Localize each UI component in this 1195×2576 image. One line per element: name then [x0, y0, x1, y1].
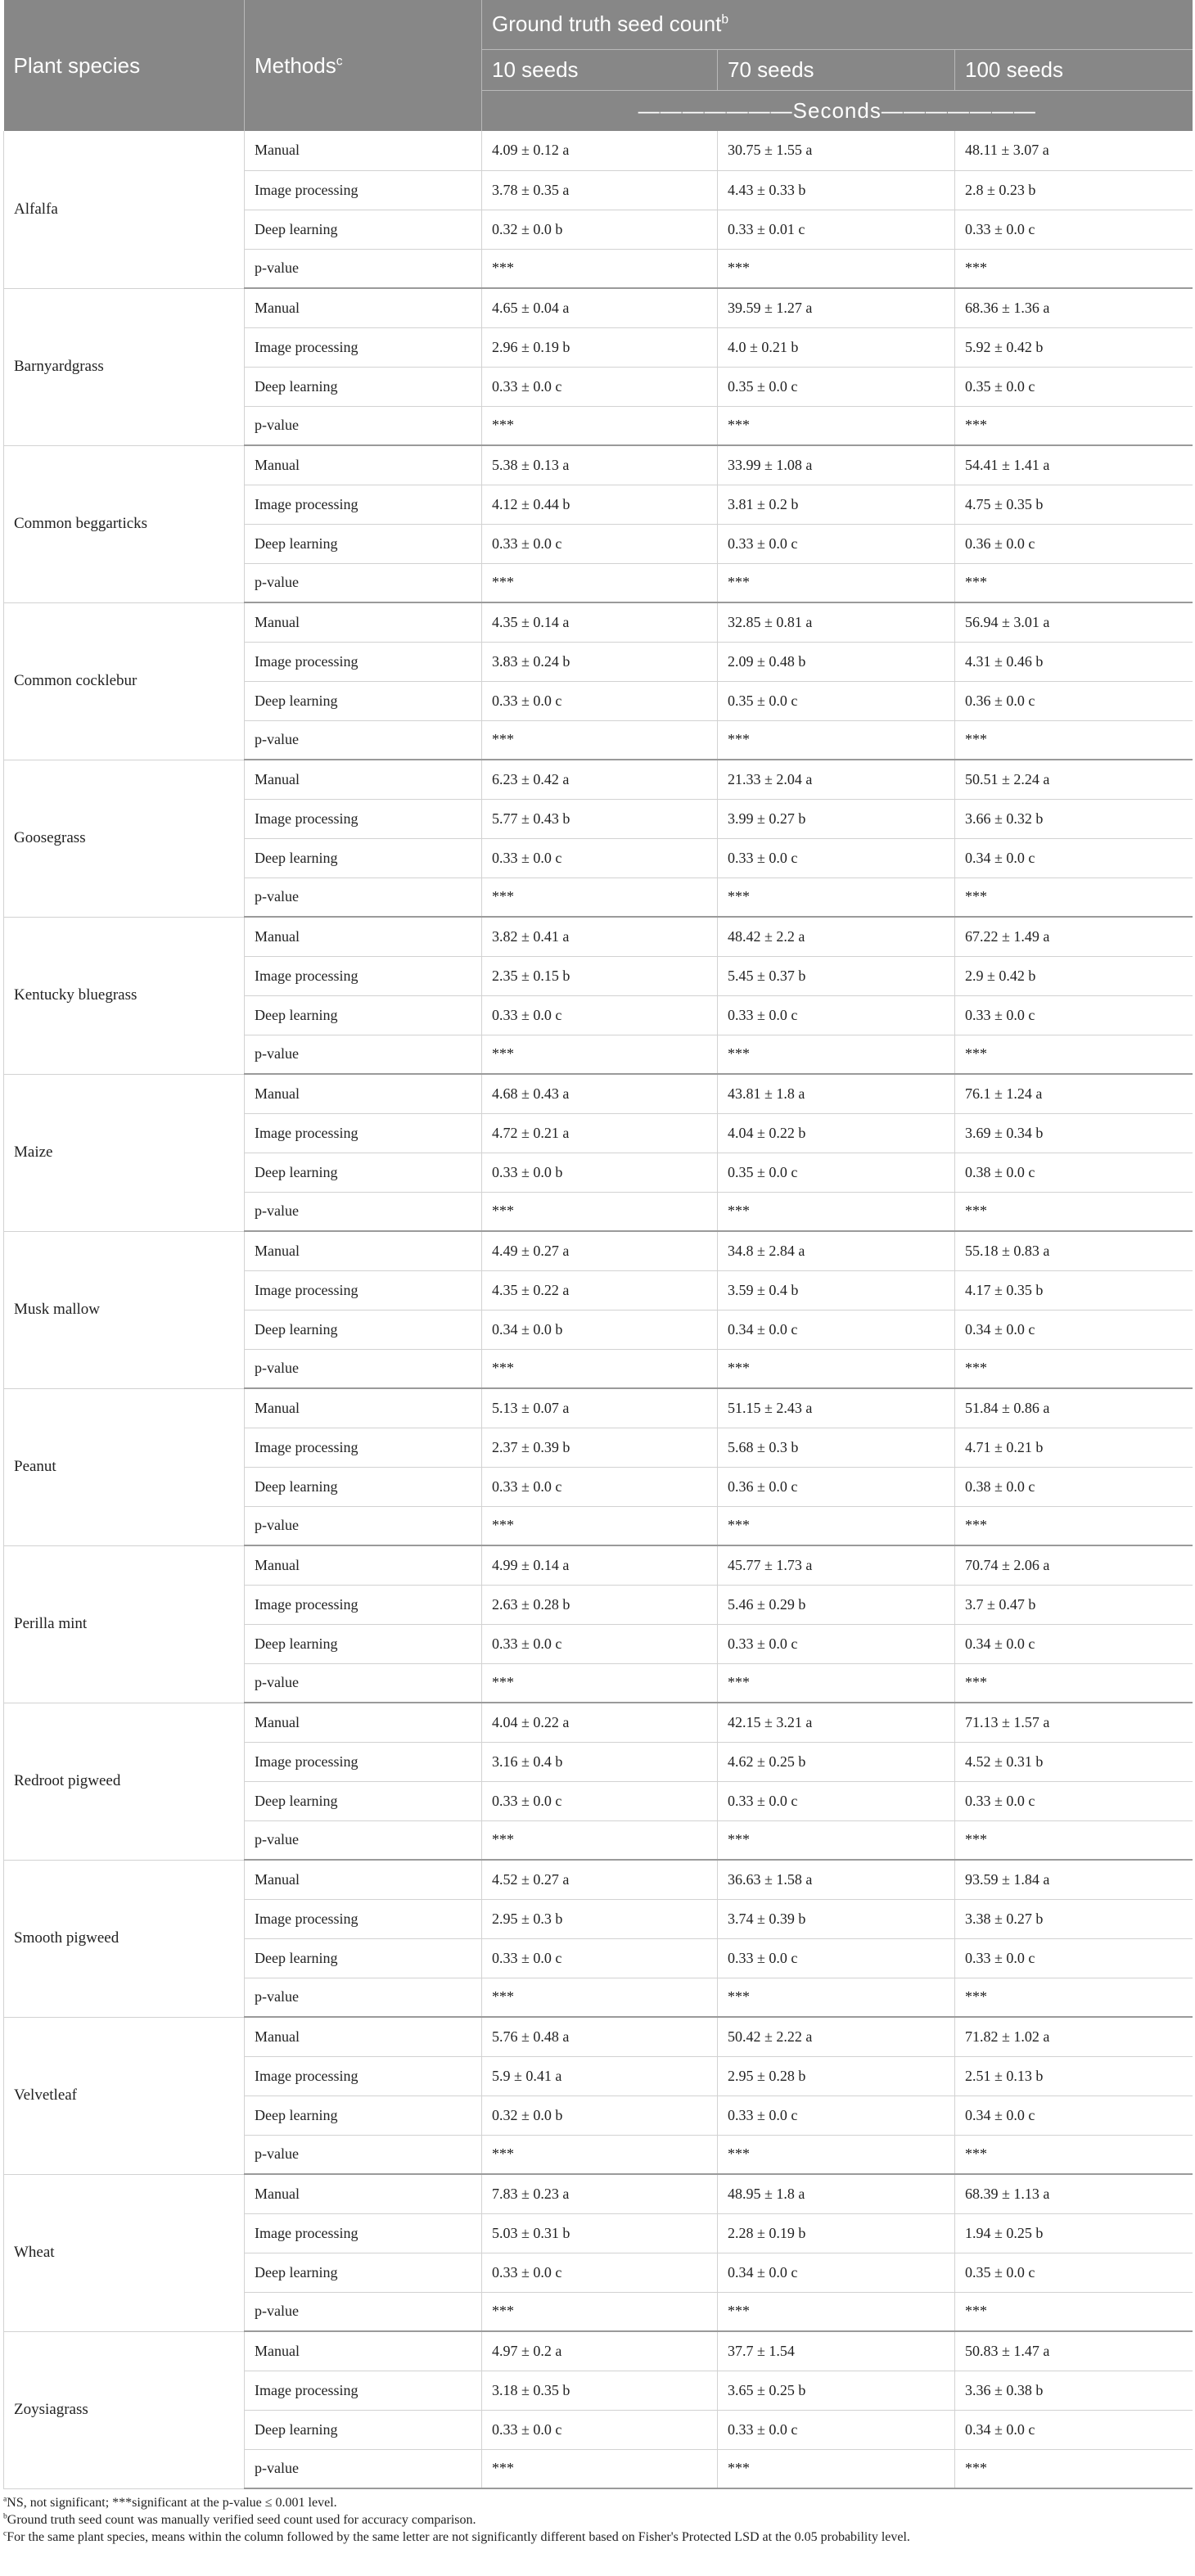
value-cell: *** [955, 1820, 1193, 1860]
value-cell: 3.38 ± 0.27 b [955, 1899, 1193, 1938]
value-cell: 0.33 ± 0.0 b [482, 1153, 718, 1192]
value-cell: *** [718, 1349, 955, 1388]
value-cell: 50.51 ± 2.24 a [955, 760, 1193, 799]
value-cell: *** [482, 2449, 718, 2488]
species-name-cell: Common beggarticks [4, 445, 245, 602]
value-cell: *** [955, 1349, 1193, 1388]
value-cell: 0.33 ± 0.0 c [482, 838, 718, 877]
value-cell: 3.36 ± 0.38 b [955, 2371, 1193, 2410]
value-cell: *** [482, 1506, 718, 1545]
value-cell: 71.13 ± 1.57 a [955, 1703, 1193, 1742]
method-cell: Image processing [245, 1585, 482, 1624]
value-cell: 2.95 ± 0.3 b [482, 1899, 718, 1938]
table-row [4, 602, 1193, 642]
method-cell: Image processing [245, 1899, 482, 1938]
value-cell: 2.28 ± 0.19 b [718, 2213, 955, 2253]
value-cell: *** [718, 1978, 955, 2017]
value-cell: *** [955, 1978, 1193, 2017]
table-row [4, 445, 1193, 485]
value-cell: 4.0 ± 0.21 b [718, 327, 955, 367]
method-cell: Image processing [245, 2056, 482, 2096]
value-cell: *** [955, 1663, 1193, 1703]
species-name-cell: Smooth pigweed [4, 1860, 245, 2017]
value-cell: 0.33 ± 0.0 c [718, 1624, 955, 1663]
method-cell: Deep learning [245, 838, 482, 877]
method-cell: Manual [245, 2174, 482, 2213]
species-name-cell: Barnyardgrass [4, 288, 245, 445]
method-cell: Manual [245, 1703, 482, 1742]
value-cell: 0.33 ± 0.0 c [482, 1938, 718, 1978]
value-cell: 3.81 ± 0.2 b [718, 485, 955, 524]
method-cell: Deep learning [245, 1310, 482, 1349]
value-cell: 0.33 ± 0.0 c [718, 1938, 955, 1978]
value-cell: 93.59 ± 1.84 a [955, 1860, 1193, 1899]
value-cell: 3.69 ± 0.34 b [955, 1113, 1193, 1153]
value-cell: 51.84 ± 0.86 a [955, 1388, 1193, 1428]
value-cell: 4.43 ± 0.33 b [718, 170, 955, 210]
value-cell: 0.36 ± 0.0 c [718, 1467, 955, 1506]
value-cell: 3.82 ± 0.41 a [482, 917, 718, 956]
value-cell: 5.76 ± 0.48 a [482, 2017, 718, 2056]
value-cell: 0.33 ± 0.0 c [482, 1781, 718, 1820]
value-cell: 4.72 ± 0.21 a [482, 1113, 718, 1153]
value-cell: 3.83 ± 0.24 b [482, 642, 718, 681]
value-cell: 0.33 ± 0.0 c [955, 210, 1193, 249]
method-cell: Deep learning [245, 1781, 482, 1820]
value-cell: 0.33 ± 0.0 c [482, 681, 718, 720]
method-cell: Manual [245, 1545, 482, 1585]
method-cell: Deep learning [245, 2253, 482, 2292]
value-cell: 54.41 ± 1.41 a [955, 445, 1193, 485]
value-cell: 0.33 ± 0.0 c [718, 2096, 955, 2135]
value-cell: 0.34 ± 0.0 b [482, 1310, 718, 1349]
method-cell: p-value [245, 1349, 482, 1388]
value-cell: *** [482, 1820, 718, 1860]
method-cell: Image processing [245, 799, 482, 838]
value-cell: 4.99 ± 0.14 a [482, 1545, 718, 1585]
value-cell: *** [482, 720, 718, 760]
value-cell: *** [955, 1192, 1193, 1231]
value-cell: 2.37 ± 0.39 b [482, 1428, 718, 1467]
value-cell: 76.1 ± 1.24 a [955, 1074, 1193, 1113]
method-cell: Manual [245, 2331, 482, 2371]
table-row [4, 1388, 1193, 1428]
method-cell: p-value [245, 249, 482, 288]
value-cell: *** [955, 406, 1193, 445]
value-cell: 4.71 ± 0.21 b [955, 1428, 1193, 1467]
footnote-text: NS, not significant; ***significant at the p-value ≤ 0.001 level. [7, 2496, 337, 2510]
species-name-cell: Kentucky bluegrass [4, 917, 245, 1074]
value-cell: 0.36 ± 0.0 c [955, 524, 1193, 563]
value-cell: 5.38 ± 0.13 a [482, 445, 718, 485]
header-units-seconds: ———————Seconds——————— [482, 90, 1193, 131]
method-cell: Manual [245, 288, 482, 327]
value-cell: 0.35 ± 0.0 c [718, 681, 955, 720]
method-cell: Image processing [245, 1270, 482, 1310]
value-cell: 0.35 ± 0.0 c [718, 1153, 955, 1192]
value-cell: 3.66 ± 0.32 b [955, 799, 1193, 838]
method-cell: p-value [245, 563, 482, 602]
value-cell: 0.33 ± 0.0 c [482, 1467, 718, 1506]
value-cell: 4.04 ± 0.22 b [718, 1113, 955, 1153]
results-table [3, 0, 1193, 2489]
method-cell: Image processing [245, 170, 482, 210]
value-cell: 33.99 ± 1.08 a [718, 445, 955, 485]
species-name-cell: Perilla mint [4, 1545, 245, 1703]
footnote [3, 2494, 1195, 2511]
value-cell: *** [718, 1663, 955, 1703]
method-cell: Image processing [245, 327, 482, 367]
method-cell: Deep learning [245, 681, 482, 720]
value-cell: 3.78 ± 0.35 a [482, 170, 718, 210]
value-cell: 2.35 ± 0.15 b [482, 956, 718, 995]
value-cell: *** [482, 2292, 718, 2331]
table-row [4, 1231, 1193, 1270]
value-cell: *** [718, 1506, 955, 1545]
value-cell: 0.34 ± 0.0 c [955, 838, 1193, 877]
value-cell: *** [955, 249, 1193, 288]
header-col-10-seeds: 10 seeds [482, 49, 718, 90]
value-cell: 4.35 ± 0.14 a [482, 602, 718, 642]
value-cell: *** [482, 1035, 718, 1074]
value-cell: 55.18 ± 0.83 a [955, 1231, 1193, 1270]
value-cell: 0.35 ± 0.0 c [955, 367, 1193, 406]
value-cell: 5.46 ± 0.29 b [718, 1585, 955, 1624]
species-name-cell: Redroot pigweed [4, 1703, 245, 1860]
value-cell: 4.68 ± 0.43 a [482, 1074, 718, 1113]
value-cell: 30.75 ± 1.55 a [718, 131, 955, 170]
method-cell: Deep learning [245, 1938, 482, 1978]
species-name-cell: Maize [4, 1074, 245, 1231]
value-cell: 2.51 ± 0.13 b [955, 2056, 1193, 2096]
method-cell: p-value [245, 1663, 482, 1703]
value-cell: 48.95 ± 1.8 a [718, 2174, 955, 2213]
value-cell: 50.42 ± 2.22 a [718, 2017, 955, 2056]
method-cell: Deep learning [245, 524, 482, 563]
header-col-70-seeds: 70 seeds [718, 49, 955, 90]
value-cell: 0.33 ± 0.0 c [482, 524, 718, 563]
table-row [4, 917, 1193, 956]
value-cell: *** [718, 720, 955, 760]
value-cell: *** [482, 1663, 718, 1703]
value-cell: 21.33 ± 2.04 a [718, 760, 955, 799]
value-cell: 48.42 ± 2.2 a [718, 917, 955, 956]
method-cell: Deep learning [245, 210, 482, 249]
value-cell: 0.34 ± 0.0 c [718, 1310, 955, 1349]
value-cell: 45.77 ± 1.73 a [718, 1545, 955, 1585]
value-cell: 0.38 ± 0.0 c [955, 1153, 1193, 1192]
species-name-cell: Goosegrass [4, 760, 245, 917]
value-cell: 51.15 ± 2.43 a [718, 1388, 955, 1428]
value-cell: 0.34 ± 0.0 c [955, 1624, 1193, 1663]
table-row [4, 288, 1193, 327]
value-cell: *** [482, 1192, 718, 1231]
value-cell: 2.63 ± 0.28 b [482, 1585, 718, 1624]
value-cell: *** [482, 1349, 718, 1388]
value-cell: 50.83 ± 1.47 a [955, 2331, 1193, 2371]
value-cell: 34.8 ± 2.84 a [718, 1231, 955, 1270]
value-cell: 4.49 ± 0.27 a [482, 1231, 718, 1270]
value-cell: 4.35 ± 0.22 a [482, 1270, 718, 1310]
method-cell: Deep learning [245, 1624, 482, 1663]
value-cell: 2.96 ± 0.19 b [482, 327, 718, 367]
value-cell: *** [718, 2135, 955, 2174]
value-cell: *** [955, 877, 1193, 917]
value-cell: 4.62 ± 0.25 b [718, 1742, 955, 1781]
method-cell: Manual [245, 760, 482, 799]
table-row [4, 131, 1193, 170]
header-methods-sup: c [336, 53, 343, 68]
value-cell: 0.38 ± 0.0 c [955, 1467, 1193, 1506]
header-ground-truth: Ground truth seed count$^b$ [482, 0, 1193, 49]
header-methods: Methods$^c$ [245, 0, 482, 131]
header-ground-truth-sup: b [721, 12, 729, 27]
value-cell: *** [482, 1978, 718, 2017]
value-cell: 68.36 ± 1.36 a [955, 288, 1193, 327]
method-cell: Image processing [245, 2213, 482, 2253]
value-cell: *** [482, 563, 718, 602]
method-cell: Image processing [245, 1113, 482, 1153]
value-cell: 39.59 ± 1.27 a [718, 288, 955, 327]
value-cell: 0.32 ± 0.0 b [482, 2096, 718, 2135]
value-cell: 0.33 ± 0.0 c [718, 995, 955, 1035]
method-cell: Manual [245, 1074, 482, 1113]
footnote-mark: c [3, 2529, 7, 2538]
method-cell: Manual [245, 445, 482, 485]
value-cell: 3.59 ± 0.4 b [718, 1270, 955, 1310]
value-cell: 4.17 ± 0.35 b [955, 1270, 1193, 1310]
value-cell: 0.33 ± 0.01 c [718, 210, 955, 249]
method-cell: Deep learning [245, 367, 482, 406]
value-cell: 0.33 ± 0.0 c [718, 2410, 955, 2449]
table-row [4, 1074, 1193, 1113]
value-cell: 36.63 ± 1.58 a [718, 1860, 955, 1899]
table-header [4, 0, 1193, 131]
value-cell: *** [955, 563, 1193, 602]
value-cell: *** [955, 720, 1193, 760]
value-cell: *** [718, 563, 955, 602]
value-cell: 4.31 ± 0.46 b [955, 642, 1193, 681]
table-row [4, 1860, 1193, 1899]
method-cell: p-value [245, 720, 482, 760]
method-cell: Deep learning [245, 1467, 482, 1506]
footnote-mark: b [3, 2511, 7, 2521]
value-cell: 0.34 ± 0.0 c [955, 2096, 1193, 2135]
value-cell: *** [482, 877, 718, 917]
value-cell: 0.33 ± 0.0 c [482, 2410, 718, 2449]
value-cell: 4.65 ± 0.04 a [482, 288, 718, 327]
value-cell: 5.13 ± 0.07 a [482, 1388, 718, 1428]
value-cell: 0.32 ± 0.0 b [482, 210, 718, 249]
value-cell: 3.7 ± 0.47 b [955, 1585, 1193, 1624]
value-cell: 0.33 ± 0.0 c [718, 838, 955, 877]
value-cell: 3.16 ± 0.4 b [482, 1742, 718, 1781]
value-cell: 42.15 ± 3.21 a [718, 1703, 955, 1742]
value-cell: 32.85 ± 0.81 a [718, 602, 955, 642]
value-cell: *** [718, 2292, 955, 2331]
method-cell: Image processing [245, 2371, 482, 2410]
table-row [4, 2331, 1193, 2371]
method-cell: Manual [245, 917, 482, 956]
value-cell: 67.22 ± 1.49 a [955, 917, 1193, 956]
method-cell: Deep learning [245, 2410, 482, 2449]
value-cell: 5.77 ± 0.43 b [482, 799, 718, 838]
table-row [4, 2174, 1193, 2213]
species-name-cell: Peanut [4, 1388, 245, 1545]
method-cell: p-value [245, 877, 482, 917]
value-cell: *** [718, 1820, 955, 1860]
method-cell: Manual [245, 131, 482, 170]
value-cell: 0.33 ± 0.0 c [955, 1781, 1193, 1820]
value-cell: 5.9 ± 0.41 a [482, 2056, 718, 2096]
value-cell: 3.99 ± 0.27 b [718, 799, 955, 838]
value-cell: 68.39 ± 1.13 a [955, 2174, 1193, 2213]
value-cell: 0.36 ± 0.0 c [955, 681, 1193, 720]
value-cell: 4.12 ± 0.44 b [482, 485, 718, 524]
value-cell: 0.33 ± 0.0 c [955, 1938, 1193, 1978]
method-cell: p-value [245, 1820, 482, 1860]
method-cell: Manual [245, 2017, 482, 2056]
method-cell: Image processing [245, 1428, 482, 1467]
value-cell: *** [718, 1035, 955, 1074]
value-cell: 0.34 ± 0.0 c [955, 1310, 1193, 1349]
value-cell: 5.45 ± 0.37 b [718, 956, 955, 995]
value-cell: 5.68 ± 0.3 b [718, 1428, 955, 1467]
value-cell: *** [718, 249, 955, 288]
value-cell: *** [718, 2449, 955, 2488]
header-plant-species: Plant species [4, 0, 245, 131]
value-cell: *** [718, 877, 955, 917]
footnote-text: For the same plant species, means within the column followed by the same letter are not significantly different based on Fisher's Protected LSD at the 0.05 probability level. [7, 2530, 910, 2544]
value-cell: 0.33 ± 0.0 c [718, 1781, 955, 1820]
method-cell: Manual [245, 1231, 482, 1270]
table-row [4, 1545, 1193, 1585]
value-cell: *** [482, 406, 718, 445]
value-cell: 5.03 ± 0.31 b [482, 2213, 718, 2253]
method-cell: Manual [245, 1860, 482, 1899]
value-cell: *** [718, 1192, 955, 1231]
method-cell: Image processing [245, 485, 482, 524]
value-cell: 4.75 ± 0.35 b [955, 485, 1193, 524]
value-cell: 4.52 ± 0.31 b [955, 1742, 1193, 1781]
species-name-cell: Common cocklebur [4, 602, 245, 760]
method-cell: Deep learning [245, 1153, 482, 1192]
table-row [4, 760, 1193, 799]
table-row [4, 1703, 1193, 1742]
value-cell: 3.65 ± 0.25 b [718, 2371, 955, 2410]
method-cell: Image processing [245, 956, 482, 995]
value-cell: *** [955, 1035, 1193, 1074]
value-cell: 0.33 ± 0.0 c [718, 524, 955, 563]
footnote [3, 2511, 1195, 2529]
value-cell: 4.97 ± 0.2 a [482, 2331, 718, 2371]
value-cell: 71.82 ± 1.02 a [955, 2017, 1193, 2056]
value-cell: *** [955, 1506, 1193, 1545]
footnotes [3, 2489, 1195, 2546]
value-cell: 4.09 ± 0.12 a [482, 131, 718, 170]
footnote-text: Ground truth seed count was manually verified seed count used for accuracy comparison. [7, 2513, 476, 2527]
method-cell: p-value [245, 406, 482, 445]
value-cell: 3.18 ± 0.35 b [482, 2371, 718, 2410]
method-cell: p-value [245, 2135, 482, 2174]
value-cell: 2.09 ± 0.48 b [718, 642, 955, 681]
value-cell: 2.8 ± 0.23 b [955, 170, 1193, 210]
value-cell: 2.95 ± 0.28 b [718, 2056, 955, 2096]
value-cell: 43.81 ± 1.8 a [718, 1074, 955, 1113]
value-cell: 3.74 ± 0.39 b [718, 1899, 955, 1938]
value-cell: 0.33 ± 0.0 c [955, 995, 1193, 1035]
species-name-cell: Zoysiagrass [4, 2331, 245, 2488]
species-name-cell: Musk mallow [4, 1231, 245, 1388]
species-name-cell: Velvetleaf [4, 2017, 245, 2174]
value-cell: *** [718, 406, 955, 445]
value-cell: 56.94 ± 3.01 a [955, 602, 1193, 642]
value-cell: *** [955, 2135, 1193, 2174]
method-cell: p-value [245, 2292, 482, 2331]
footnote [3, 2529, 1195, 2546]
value-cell: 5.92 ± 0.42 b [955, 327, 1193, 367]
value-cell: 0.33 ± 0.0 c [482, 367, 718, 406]
value-cell: 0.35 ± 0.0 c [718, 367, 955, 406]
footnote-mark: a [3, 2494, 7, 2504]
method-cell: p-value [245, 1192, 482, 1231]
method-cell: p-value [245, 1978, 482, 2017]
value-cell: 4.04 ± 0.22 a [482, 1703, 718, 1742]
value-cell: 0.34 ± 0.0 c [955, 2410, 1193, 2449]
value-cell: 4.52 ± 0.27 a [482, 1860, 718, 1899]
species-name-cell: Alfalfa [4, 131, 245, 288]
value-cell: *** [955, 2292, 1193, 2331]
method-cell: Manual [245, 602, 482, 642]
value-cell: 0.35 ± 0.0 c [955, 2253, 1193, 2292]
method-cell: Manual [245, 1388, 482, 1428]
method-cell: p-value [245, 1035, 482, 1074]
method-cell: Deep learning [245, 2096, 482, 2135]
header-col-100-seeds: 100 seeds [955, 49, 1193, 90]
method-cell: p-value [245, 2449, 482, 2488]
value-cell: 70.74 ± 2.06 a [955, 1545, 1193, 1585]
value-cell: 7.83 ± 0.23 a [482, 2174, 718, 2213]
table-body [4, 131, 1193, 2488]
value-cell: *** [955, 2449, 1193, 2488]
value-cell: 48.11 ± 3.07 a [955, 131, 1193, 170]
method-cell: Deep learning [245, 995, 482, 1035]
value-cell: 0.33 ± 0.0 c [482, 995, 718, 1035]
value-cell: 6.23 ± 0.42 a [482, 760, 718, 799]
species-name-cell: Wheat [4, 2174, 245, 2331]
value-cell: 0.34 ± 0.0 c [718, 2253, 955, 2292]
method-cell: Image processing [245, 1742, 482, 1781]
value-cell: *** [482, 2135, 718, 2174]
value-cell: 1.94 ± 0.25 b [955, 2213, 1193, 2253]
table-row [4, 2017, 1193, 2056]
method-cell: Image processing [245, 642, 482, 681]
value-cell: *** [482, 249, 718, 288]
method-cell: p-value [245, 1506, 482, 1545]
value-cell: 37.7 ± 1.54 [718, 2331, 955, 2371]
value-cell: 0.33 ± 0.0 c [482, 2253, 718, 2292]
value-cell: 0.33 ± 0.0 c [482, 1624, 718, 1663]
value-cell: 2.9 ± 0.42 b [955, 956, 1193, 995]
